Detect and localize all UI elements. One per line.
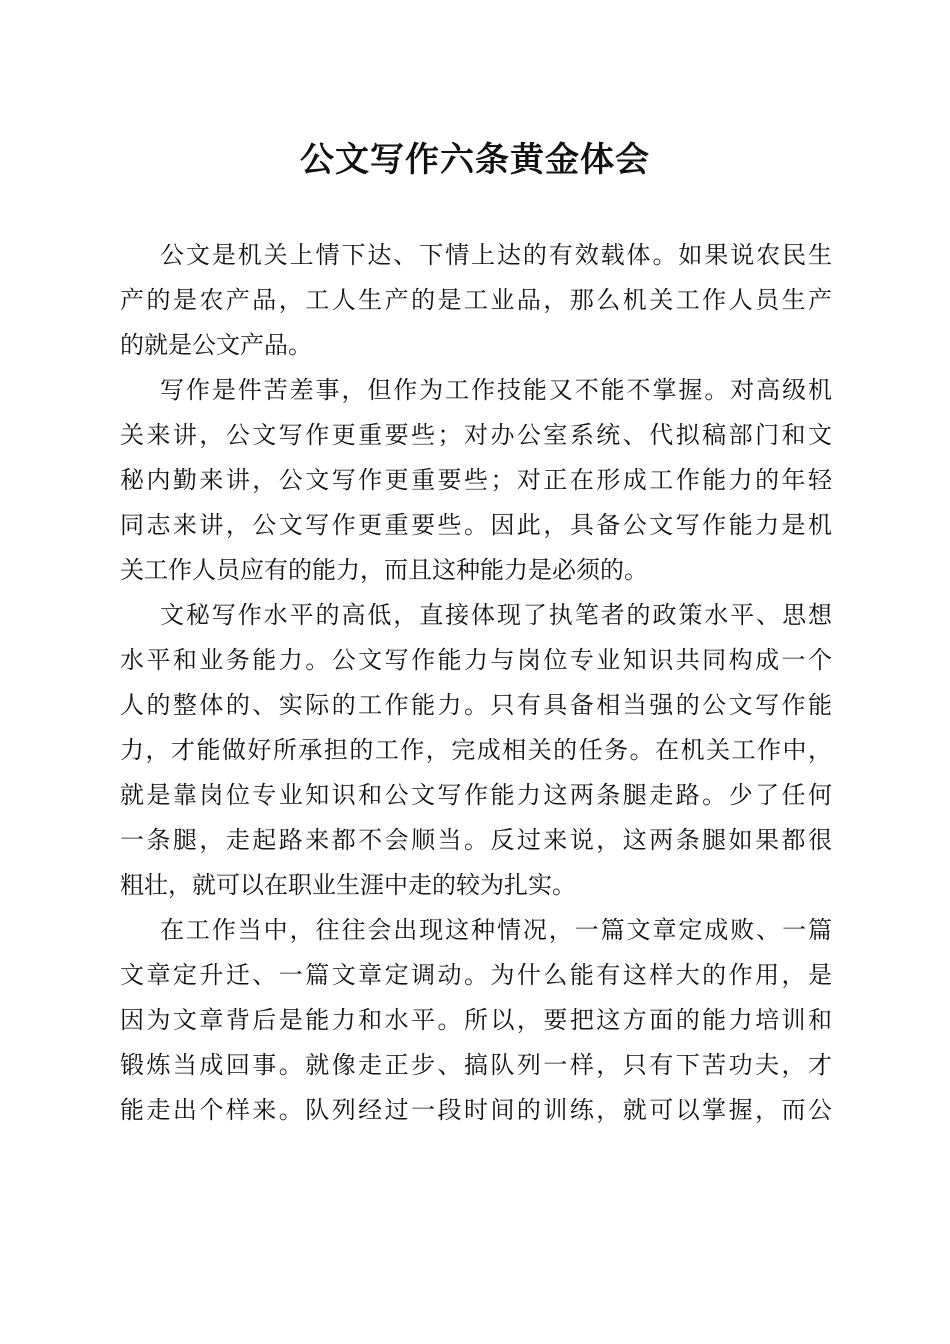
text-line: 秘内勤来讲，公文写作更重要些；对正在形成工作能力的年轻: [120, 466, 832, 494]
text-line: 能走出个样来。队列经过一段时间的训练，就可以掌握，而公: [120, 1096, 832, 1124]
text-line: 力，才能做好所承担的工作，完成相关的任务。在机关工作中，: [120, 736, 832, 764]
document-title: 公文写作六条黄金体会: [300, 140, 650, 180]
text-line: 因为文章背后是能力和水平。所以，要把这方面的能力培训和: [120, 1006, 832, 1034]
text-line: 人的整体的、实际的工作能力。只有具备相当强的公文写作能: [120, 691, 832, 719]
paragraph-3: [120, 593, 832, 908]
paragraph-1: [120, 233, 832, 368]
text-line: 同志来讲，公文写作更重要些。因此，具备公文写作能力是机: [120, 511, 832, 539]
text-line: 一条腿，走起路来都不会顺当。反过来说，这两条腿如果都很: [120, 826, 832, 854]
text-line: 的就是公文产品。: [120, 331, 312, 359]
text-line: 锻炼当成回事。就像走正步、搞队列一样，只有下苦功夫，才: [120, 1051, 832, 1079]
text-line: 水平和业务能力。公文写作能力与岗位专业知识共同构成一个: [120, 646, 832, 674]
text-line: 关工作人员应有的能力，而且这种能力是必须的。: [120, 556, 648, 584]
document-body: [120, 233, 832, 1133]
text-line: 在工作当中，往往会出现这种情况，一篇文章定成败、一篇: [160, 916, 832, 944]
paragraph-4: [120, 908, 832, 1133]
text-line: 公文是机关上情下达、下情上达的有效载体。如果说农民生: [160, 241, 832, 269]
text-line: 就是靠岗位专业知识和公文写作能力这两条腿走路。少了任何: [120, 781, 832, 809]
text-line: 写作是件苦差事，但作为工作技能又不能不掌握。对高级机: [160, 376, 832, 404]
text-line: 文秘写作水平的高低，直接体现了执笔者的政策水平、思想: [160, 601, 832, 629]
text-line: 产的是农产品，工人生产的是工业品，那么机关工作人员生产: [120, 286, 832, 314]
text-line: 关来讲，公文写作更重要些；对办公室系统、代拟稿部门和文: [120, 421, 832, 449]
text-line: 文章定升迁、一篇文章定调动。为什么能有这样大的作用，是: [120, 961, 832, 989]
paragraph-2: [120, 368, 832, 593]
text-line: 粗壮，就可以在职业生涯中走的较为扎实。: [120, 871, 576, 899]
